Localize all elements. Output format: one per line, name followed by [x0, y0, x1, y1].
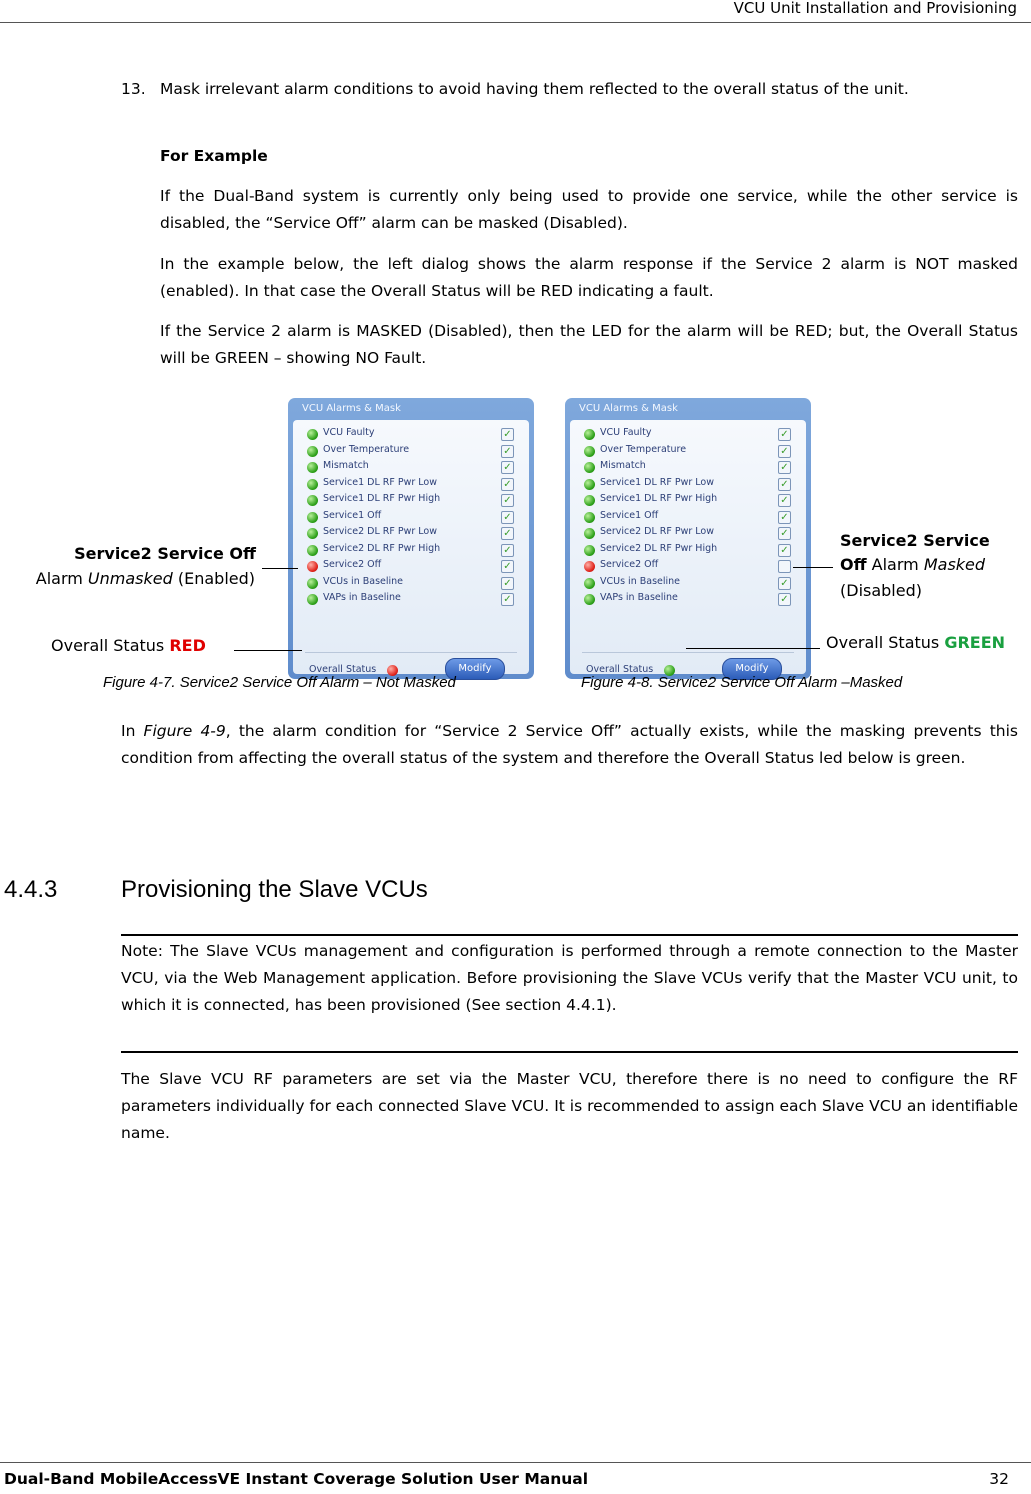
callout-right-title: Service2 Service: [840, 531, 990, 550]
alarm-label: Mismatch: [323, 460, 369, 471]
alarm-row: [578, 459, 798, 476]
callout-left-title: Service2 Service Off: [74, 544, 256, 563]
alarm-row: [301, 575, 521, 592]
status-led-icon: [307, 545, 318, 556]
dialog-body: [293, 420, 529, 674]
mask-checkbox[interactable]: ✓: [501, 511, 514, 524]
status-led-icon: [307, 479, 318, 490]
mask-checkbox[interactable]: ✓: [501, 445, 514, 458]
callout-right-alarm: Alarm: [871, 555, 919, 574]
alarm-row: [578, 426, 798, 443]
mask-checkbox[interactable]: ✓: [778, 527, 791, 540]
mask-checkbox[interactable]: ✓: [501, 544, 514, 557]
status-led-icon: [307, 512, 318, 523]
fig9-rest: , the alarm condition for “Service 2 Service Off” actually exists, while the masking prevents this condition from affecting the overall status of the system and therefore the Overall Status led below is green.: [121, 722, 1018, 767]
alarm-row: [301, 443, 521, 460]
alarm-label: Service2 DL RF Pwr High: [600, 542, 718, 554]
callout-right-disabled: (Disabled): [840, 581, 922, 600]
callout-right-masked: Masked: [923, 555, 986, 574]
alarm-row: [301, 509, 521, 526]
mask-checkbox[interactable]: ✓: [501, 494, 514, 507]
mask-checkbox[interactable]: ✓: [501, 428, 514, 441]
example-paragraph-1: If the Dual-Band system is currently only being used to provide one service, while the other service is disabled, the “Service Off” alarm can be masked (Disabled).: [160, 187, 1018, 232]
alarm-row: [301, 558, 521, 575]
callout-right-overall: [826, 630, 1005, 655]
footer-title: Dual-Band MobileAccessVE Instant Coverage Solution User Manual: [4, 1470, 589, 1488]
alarm-label: Over Temperature: [323, 443, 410, 455]
alarm-label: Service2 DL RF Pwr High: [323, 542, 441, 554]
status-led-icon: [307, 561, 318, 572]
alarm-label: Service1 DL RF Pwr Low: [323, 476, 438, 488]
alarm-row: [301, 426, 521, 443]
alarm-label: Service2 DL RF Pwr Low: [600, 526, 715, 537]
dialog-body: [570, 420, 806, 674]
status-led-icon: [584, 429, 595, 440]
figure-4-9-paragraph: [121, 718, 1018, 772]
dialog-title: VCU Alarms & Mask: [302, 403, 401, 414]
alarm-row: [578, 476, 798, 493]
callout-right-overall-label: Overall Status: [826, 633, 940, 652]
alarm-label: VCU Faulty: [323, 427, 375, 438]
step-13-text: Mask irrelevant alarm conditions to avoid having them reflected to the overall status of the unit.: [160, 80, 909, 98]
mask-checkbox[interactable]: ✓: [778, 428, 791, 441]
status-led-icon: [584, 578, 595, 589]
mask-checkbox[interactable]: ✓: [501, 577, 514, 590]
alarm-label: Mismatch: [600, 460, 646, 471]
status-led-icon: [584, 495, 595, 506]
mask-checkbox[interactable]: ✓: [778, 494, 791, 507]
status-led-icon: [584, 561, 595, 572]
example-paragraph-3: If the Service 2 alarm is MASKED (Disabled), then the LED for the alarm will be RED; but, the Overall Status will be GREEN – showing NO Fault.: [160, 322, 1018, 367]
alarm-row: [578, 542, 798, 559]
mask-checkbox[interactable]: ✓: [778, 445, 791, 458]
callout-right-green: GREEN: [944, 633, 1006, 652]
alarm-label: VAPs in Baseline: [323, 592, 401, 603]
section-number: 4.4.3: [4, 876, 58, 903]
status-led-icon: [584, 545, 595, 556]
alarm-label: Service2 Off: [600, 559, 659, 570]
callout-left-unmasked: Unmasked: [87, 569, 173, 588]
example-paragraph-2: In the example below, the left dialog shows the alarm response if the Service 2 alarm is NOT masked (enabled). In that case the Overall Status will be RED indicating a fault.: [160, 255, 1018, 300]
callout-left-alarm: Alarm: [35, 569, 83, 588]
status-led-icon: [584, 594, 595, 605]
mask-checkbox[interactable]: ✓: [501, 478, 514, 491]
alarm-row: [301, 542, 521, 559]
callout-left-enabled: (Enabled): [177, 569, 255, 588]
alarms-dialog-unmasked: [288, 398, 534, 679]
note-text: Note: The Slave VCUs management and configuration is performed through a remote connection to the Master VCU, via the Web Management application. Before provisioning the Slave VCUs verify that the Master VCU unit, to which it is connected, has been provisioned (See section 4.4.1).: [121, 942, 1018, 1014]
status-led-icon: [584, 528, 595, 539]
status-led-icon: [307, 429, 318, 440]
fig9-reference-link[interactable]: Figure 4-9: [143, 722, 226, 740]
status-led-icon: [307, 495, 318, 506]
dialog-separator: [305, 652, 517, 653]
mask-checkbox[interactable]: ✓: [778, 478, 791, 491]
step-number: 13.: [121, 80, 146, 98]
running-header: VCU Unit Installation and Provisioning: [733, 0, 1017, 17]
status-led-icon: [584, 446, 595, 457]
alarm-label: VCUs in Baseline: [600, 575, 681, 587]
status-led-icon: [584, 462, 595, 473]
alarm-row: [578, 558, 798, 575]
alarm-label: Service2 Off: [323, 559, 382, 570]
note-top-rule: [121, 934, 1018, 936]
mask-checkbox[interactable]: ✓: [778, 544, 791, 557]
callout-left-overall-label: Overall Status: [51, 636, 165, 655]
modify-button[interactable]: Modify: [445, 658, 505, 680]
alarm-row: [578, 509, 798, 526]
status-led-icon: [307, 446, 318, 457]
alarm-label: Service1 Off: [600, 509, 659, 521]
mask-checkbox[interactable]: ✓: [501, 461, 514, 474]
mask-checkbox[interactable]: ✓: [501, 593, 514, 606]
alarm-label: Service2 DL RF Pwr Low: [323, 526, 438, 537]
mask-checkbox-unchecked[interactable]: [778, 560, 791, 573]
callout-line-right-alarm: [793, 567, 833, 568]
dialog-title: VCU Alarms & Mask: [579, 403, 678, 414]
mask-checkbox[interactable]: ✓: [501, 560, 514, 573]
mask-checkbox[interactable]: ✓: [778, 461, 791, 474]
mask-checkbox[interactable]: ✓: [501, 527, 514, 540]
alarm-label: VCUs in Baseline: [323, 575, 404, 587]
alarm-row: [301, 459, 521, 476]
figure-caption-4-8: Figure 4-8. Service2 Service Off Alarm –Masked: [581, 674, 903, 691]
alarm-row: [578, 591, 798, 608]
note-bottom-rule: [121, 1051, 1018, 1053]
alarm-row: [578, 443, 798, 460]
alarm-row: [578, 575, 798, 592]
mask-checkbox[interactable]: ✓: [778, 577, 791, 590]
alarm-label: Service1 DL RF Pwr Low: [600, 476, 715, 488]
alarm-label: Service1 Off: [323, 509, 382, 521]
callout-left-red: RED: [169, 636, 206, 655]
callout-right-off: Off: [840, 555, 867, 574]
alarm-row: [301, 591, 521, 608]
section-title: Provisioning the Slave VCUs: [121, 876, 428, 903]
figure-caption-4-7: Figure 4-7. Service2 Service Off Alarm – Not Masked: [103, 674, 456, 691]
alarm-row: [301, 476, 521, 493]
status-led-icon: [584, 512, 595, 523]
for-example-heading: For Example: [160, 147, 268, 165]
alarm-label: Over Temperature: [600, 443, 687, 455]
alarm-row: [301, 525, 521, 542]
overall-status-label: Overall Status: [309, 664, 377, 675]
fig9-prefix: In: [121, 722, 136, 740]
alarm-row: [578, 492, 798, 509]
status-led-icon: [307, 462, 318, 473]
callout-left-overall: [51, 633, 206, 658]
status-led-icon: [307, 578, 318, 589]
slave-vcu-paragraph: The Slave VCU RF parameters are set via the Master VCU, therefore there is no need to configure the RF parameters individually for each connected Slave VCU. It is recommended to assign each Slave VCU an identifiable name.: [121, 1070, 1018, 1142]
status-led-icon: [584, 479, 595, 490]
alarm-label: VAPs in Baseline: [600, 592, 678, 603]
alarms-dialog-masked: [565, 398, 811, 679]
mask-checkbox[interactable]: ✓: [778, 593, 791, 606]
modify-button[interactable]: Modify: [722, 658, 782, 680]
callout-right-subtitle: [840, 552, 985, 577]
mask-checkbox[interactable]: ✓: [778, 511, 791, 524]
alarm-row: [578, 525, 798, 542]
alarm-row: [301, 492, 521, 509]
status-led-icon: [307, 594, 318, 605]
header-rule: [0, 22, 1031, 23]
alarm-label: VCU Faulty: [600, 427, 652, 438]
callout-line-right-overall: [686, 648, 820, 649]
page-number: 32: [989, 1470, 1009, 1488]
dialog-separator: [582, 652, 794, 653]
callout-left-subtitle: [36, 566, 255, 591]
alarm-label: Service1 DL RF Pwr High: [323, 493, 441, 504]
footer-rule: [0, 1462, 1031, 1463]
callout-line-left-alarm: [262, 568, 298, 569]
overall-status-label: Overall Status: [586, 664, 654, 675]
alarm-label: Service1 DL RF Pwr High: [600, 493, 718, 504]
callout-line-left-overall: [234, 650, 302, 651]
status-led-icon: [307, 528, 318, 539]
